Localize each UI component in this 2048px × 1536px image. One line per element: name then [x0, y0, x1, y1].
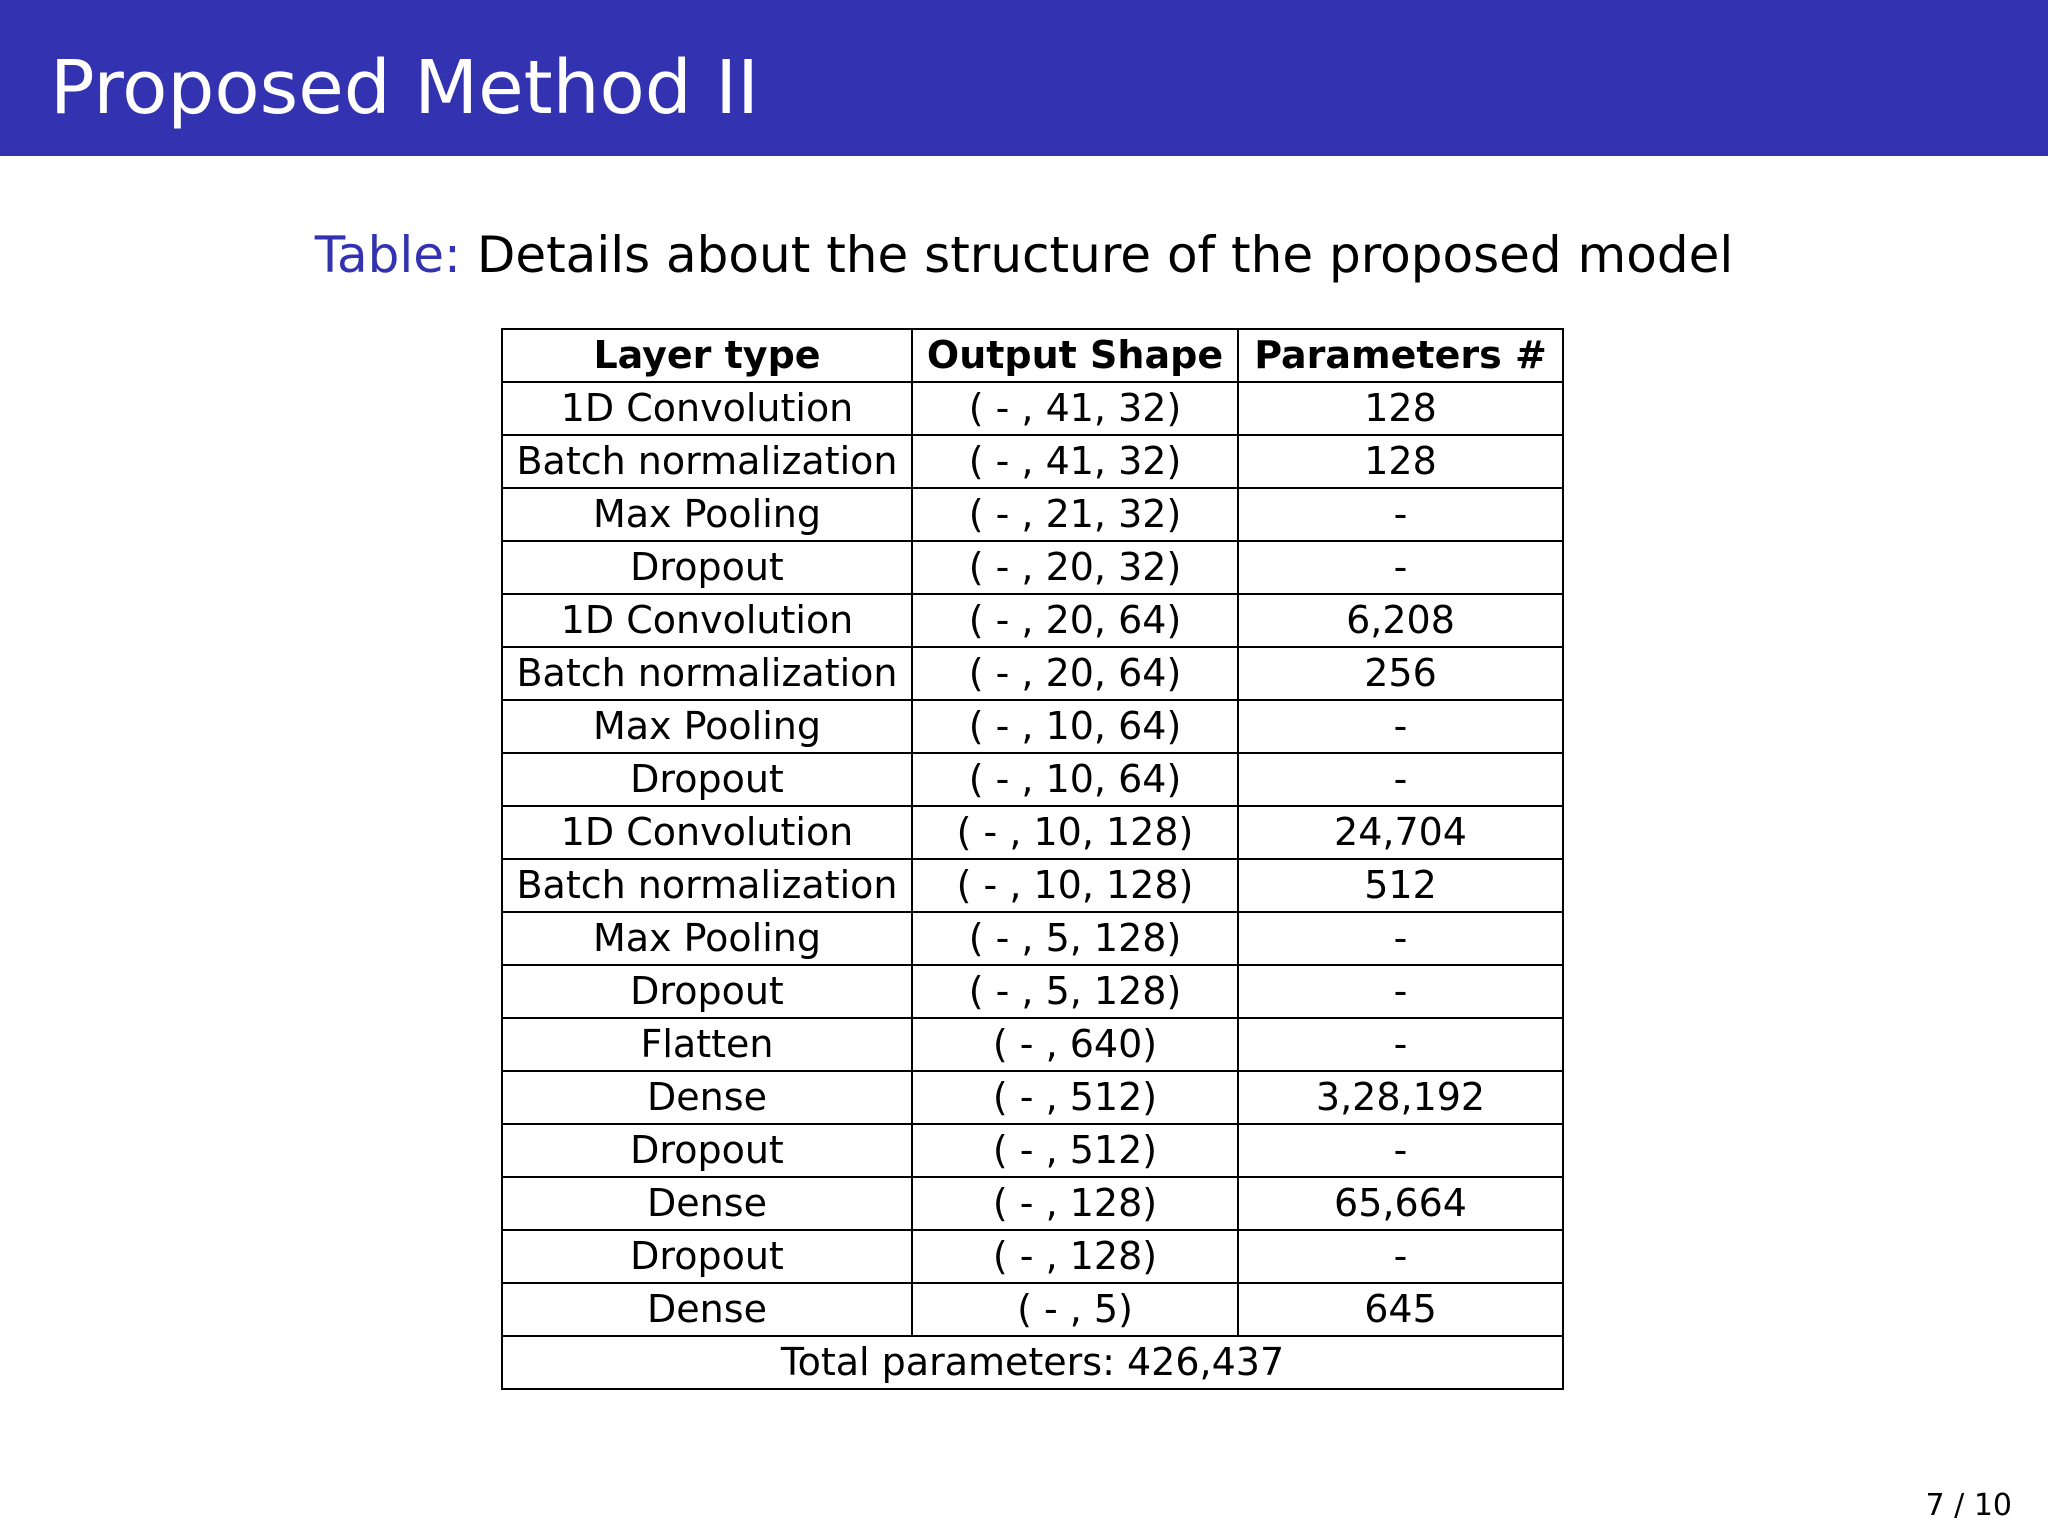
- output-shape-cell: ( - , 5, 128): [912, 965, 1238, 1018]
- table-row: [502, 700, 1563, 753]
- layer-type-cell: Dropout: [502, 541, 912, 594]
- parameters-cell: -: [1238, 912, 1563, 965]
- layer-type-cell: Dropout: [502, 965, 912, 1018]
- table-row: [502, 1230, 1563, 1283]
- output-shape-cell: ( - , 41, 32): [912, 435, 1238, 488]
- layer-type-cell: Max Pooling: [502, 488, 912, 541]
- layer-type-cell: 1D Convolution: [502, 806, 912, 859]
- output-shape-cell: ( - , 21, 32): [912, 488, 1238, 541]
- table-row: [502, 806, 1563, 859]
- layer-type-cell: Batch normalization: [502, 647, 912, 700]
- parameters-cell: -: [1238, 700, 1563, 753]
- table-row: [502, 753, 1563, 806]
- table-row: [502, 1283, 1563, 1336]
- layer-type-cell: Dense: [502, 1071, 912, 1124]
- output-shape-cell: ( - , 20, 32): [912, 541, 1238, 594]
- output-shape-cell: ( - , 128): [912, 1230, 1238, 1283]
- column-header-parameters: Parameters #: [1238, 329, 1563, 382]
- output-shape-cell: ( - , 640): [912, 1018, 1238, 1071]
- layer-type-cell: Max Pooling: [502, 912, 912, 965]
- output-shape-cell: ( - , 10, 128): [912, 859, 1238, 912]
- model-structure-table: [501, 328, 1564, 1390]
- layer-type-cell: 1D Convolution: [502, 594, 912, 647]
- table-row: [502, 965, 1563, 1018]
- output-shape-cell: ( - , 10, 64): [912, 753, 1238, 806]
- output-shape-cell: ( - , 20, 64): [912, 647, 1238, 700]
- output-shape-cell: ( - , 10, 128): [912, 806, 1238, 859]
- table-row: [502, 382, 1563, 435]
- parameters-cell: 256: [1238, 647, 1563, 700]
- caption-label: Table:: [314, 226, 461, 284]
- table-total-row: [502, 1336, 1563, 1389]
- table-row: [502, 647, 1563, 700]
- parameters-cell: -: [1238, 965, 1563, 1018]
- table-row: [502, 1071, 1563, 1124]
- table-header-row: [502, 329, 1563, 382]
- table-row: [502, 541, 1563, 594]
- table-row: [502, 1177, 1563, 1230]
- caption-text: Details about the structure of the proposed model: [476, 226, 1734, 284]
- slide-title: Proposed Method II: [50, 45, 759, 131]
- table-caption: [0, 220, 2048, 290]
- table-row: [502, 488, 1563, 541]
- page-number: 7 / 10: [1925, 1488, 2012, 1523]
- parameters-cell: -: [1238, 1124, 1563, 1177]
- output-shape-cell: ( - , 128): [912, 1177, 1238, 1230]
- layer-type-cell: Batch normalization: [502, 435, 912, 488]
- parameters-cell: 3,28,192: [1238, 1071, 1563, 1124]
- column-header-output-shape: Output Shape: [912, 329, 1238, 382]
- layer-type-cell: Max Pooling: [502, 700, 912, 753]
- layer-type-cell: Dropout: [502, 1124, 912, 1177]
- layer-type-cell: Dense: [502, 1177, 912, 1230]
- output-shape-cell: ( - , 41, 32): [912, 382, 1238, 435]
- total-parameters-cell: Total parameters: 426,437: [502, 1336, 1563, 1389]
- parameters-cell: 6,208: [1238, 594, 1563, 647]
- layer-type-cell: Batch normalization: [502, 859, 912, 912]
- table-row: [502, 912, 1563, 965]
- layer-type-cell: Dropout: [502, 1230, 912, 1283]
- parameters-cell: -: [1238, 1018, 1563, 1071]
- table-row: [502, 594, 1563, 647]
- layer-type-cell: Dense: [502, 1283, 912, 1336]
- table-row: [502, 1124, 1563, 1177]
- output-shape-cell: ( - , 10, 64): [912, 700, 1238, 753]
- parameters-cell: 128: [1238, 435, 1563, 488]
- parameters-cell: -: [1238, 488, 1563, 541]
- header-bar: [0, 0, 2048, 156]
- output-shape-cell: ( - , 20, 64): [912, 594, 1238, 647]
- parameters-cell: 645: [1238, 1283, 1563, 1336]
- parameters-cell: -: [1238, 1230, 1563, 1283]
- parameters-cell: 128: [1238, 382, 1563, 435]
- parameters-cell: -: [1238, 753, 1563, 806]
- layer-type-cell: Flatten: [502, 1018, 912, 1071]
- layer-type-cell: Dropout: [502, 753, 912, 806]
- table-row: [502, 1018, 1563, 1071]
- output-shape-cell: ( - , 512): [912, 1124, 1238, 1177]
- column-header-layer-type: Layer type: [502, 329, 912, 382]
- parameters-cell: 512: [1238, 859, 1563, 912]
- table-row: [502, 435, 1563, 488]
- parameters-cell: 24,704: [1238, 806, 1563, 859]
- layer-type-cell: 1D Convolution: [502, 382, 912, 435]
- table-row: [502, 859, 1563, 912]
- output-shape-cell: ( - , 512): [912, 1071, 1238, 1124]
- output-shape-cell: ( - , 5): [912, 1283, 1238, 1336]
- parameters-cell: 65,664: [1238, 1177, 1563, 1230]
- parameters-cell: -: [1238, 541, 1563, 594]
- output-shape-cell: ( - , 5, 128): [912, 912, 1238, 965]
